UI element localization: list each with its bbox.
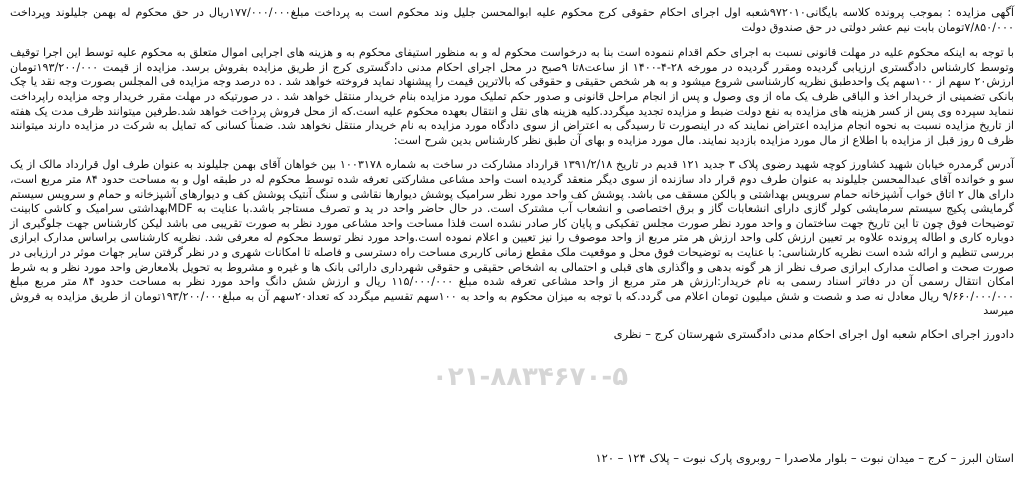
footer-address: استان البرز – کرج – میدان نبوت – بلوار ملاصدرا – روبروی پارک نبوت – پلاک ۱۲۴ – ۱۲۰ [595,451,1014,465]
notice-body-paragraph: با توجه به اینکه محکوم علیه در مهلت قانونی نسبت به اجرای حکم اقدام ننموده است بنا به درخواست محکوم له و به منظور استیفای محکوم به و هزینه های اجرایی اموال متعلق به محکوم علیه توسط این اجرا توقیف وتوسط کارشناس دادگستری ارزیابی گردیده ومقرر گردیده در مورخه ۲۸-۴-۱۴۰۰ از ساعت۸تا ۹صبح در محل اجرای احکام مدنی دادگستری کرج از طریق مزایده بفروش برسد. مزایده از قیمت ۱۹۳/۲۰۰/۰۰۰تومان ارزش۲۰ سهم از ۱۰۰سهم یک واحدطبق نظریه کارشناسی شروع میشود و به هر شخص حقیقی و حقوقی که بالاترین قیمت را پیشنهاد نماید فروخته خواهد شد . ده درصد وجه مزایده فی المجلس بصورت وجه نقد یا چک بانکی تضمینی از خریدار اخذ و الباقی ظرف یک ماه از وی وصول و پس از انجام مراحل قانونی و صدور حکم تملیک مورد مزایده بنام خریدار منتقل خواهد شد . در صورتیکه در مهلت مقرر خریدار وجه مزایده راپرداخت ننماید سپرده وی پس از کسر هزینه های مزایده به نفع دولت ضبط و مزایده تجدید میگردد.کلیه هزینه های نقل و انتقال بعهده محکوم علیه است.که از محل فروش پرداخت خواهد شد.طرفین میتوانند ظرف مدت یک هفته از تاریخ مزایده نسبت به نحوه انجام مزایده اعتراض نمایند که در اینصورت تا رسیدگی به اعتراض از سوی دادگاه مورد مزایده به نام خریدار منتقل نخواهد شد. ضمناً کسانی که تمایل به شرکت در مزایده دارند میتوانند ظرف ۵ روز قبل از مزایده با اطلاع از مال مورد مزایده بازدید نمایند. مال مورد مزایده و بهای آن طبق نظر کارشناس بدین شرح است: [10,46,1014,147]
property-description-paragraph: آدرس گرمدره خیابان شهید کشاورز کوچه شهید رضوی پلاک ۳ جدید ۱۲۱ قدیم در تاریخ ۱۳۹۱/۲/۱۸ قرارداد مشارکت در ساخت به شماره ۱۰۰۳۱۷۸ بین خواهان آقای بهمن جلیلوند به عنوان طرف اول قرارداد مالک از یک سو و خوانده آقای عبدالمحسن جلیلوند به عنوان طرف دوم قرار داد سازنده از سوی دیگر منعقد گردیده است واحد مشاعی مشارکتی تعرفه شده توسط محکوم له در طبقه اول و به مساحت حدود ۸۴ متر مربع است، دارای هال ۲ اتاق خواب آشپزخانه حمام سرویس بهداشتی و بالکن مسقف می باشد. پوشش کف واحد مورد نظر سرامیک پوشش دیوارها نقاشی و سنگ آنتیک پوشش کف و دیوارهای آشپزخانه و حمام و سرویس سیستم گرمایشی پکیج سیستم سرمایشی کولر گازی دارای انشعابات گاز و برق اختصاصی و انشعاب آب مشترک است. در حال حاضر واحد در ید و تصرف مستاجر باشد.با عنایت به MDFبهداشتی سرامیک و کاشی کابینت توضیحات فوق چون تا این تاریخ جهت ساختمان و واحد مورد نظر صورت مجلس تفکیکی و پایان کار صادر نشده است فلذا مساحت واحد مشاعی مورد نظر به صورت تقریبی می باشد لیکن کارشناس جهت جلوگیری از دوباره کاری و اطاله پرونده علاوه بر تعیین ارزش کلی واحد ارزش هر متر مربع از واحد موصوف را نیز تعیین و اعلام نموده است.واحد مورد نظر توسط محکوم له معرفی شد. نظریه کارشناسی براساس مدارک ابرازی بررسی تنظیم و ارائه شده است نظریه کارشناسی: با عنایت به توضیحات فوق محل و موقعیت ملک مقطع زمانی کاربری مساحت راه دسترسی و فاصله تا امکانات شهری و در نظر گرفتن سایر جهات موثر در ارزیابی در صورت صحت و اصالت مدارک ابرازی صرف نظر از هر گونه بدهی و واگذاری های قبلی و احتمالی به اشخاص حقیقی و حقوقی شهرداری دارائی بانک ها و غیره و مشروط به تحویل بلامعارض واحد مورد نظر و به شرط امکان انتقال رسمی آن در دفاتر اسناد رسمی به نام خریدار:ارزش هر متر مربع از واحد مشاعی تعرفه شده مبلغ ۱۱۵/۰۰۰/۰۰۰ ریال و ارزش شش دانگ واحد مورد نظر به مساحت حدود ۸۴ متر مربع مبلغ ۹/۶۶۰/۰۰۰/۰۰۰ ریال معادل نه صد و شصت و شش میلیون تومان اعلام می گردد.که با توجه به میزان محکوم به واحد به ۱۰۰سهم تقسیم میگردد که تعداد۲۰سهم آن به مبلغ۱۹۳/۲۰۰/۰۰۰تومان از طریق مزایده به فروش میرسد [10,158,1014,318]
notice-header-paragraph: آگهی مزایده : بموجب پرونده کلاسه بایگانی۹۷۲۰۱۰شعبه اول اجرای احکام حقوقی کرج محکوم علیه ابوالمحسن جلیل وند محکوم است به پرداخت مبلغ۱۷۷/۰۰۰/۰۰۰ریال در حق محکوم له بهمن جلیلوند وپرداخت ۷/۸۵۰/۰۰۰تومان بابت نیم عشر دولتی در حق صندوق دولت [10,6,1015,34]
signature-line: دادورز اجرای احکام شعبه اول اجرای احکام مدنی دادگستری شهرستان کرج – نظری [613,326,1014,341]
auction-notice [10,6,1014,342]
phone-watermark: ۰۲۱-۸۸۳۴۶۷۰-۵ [431,362,629,392]
